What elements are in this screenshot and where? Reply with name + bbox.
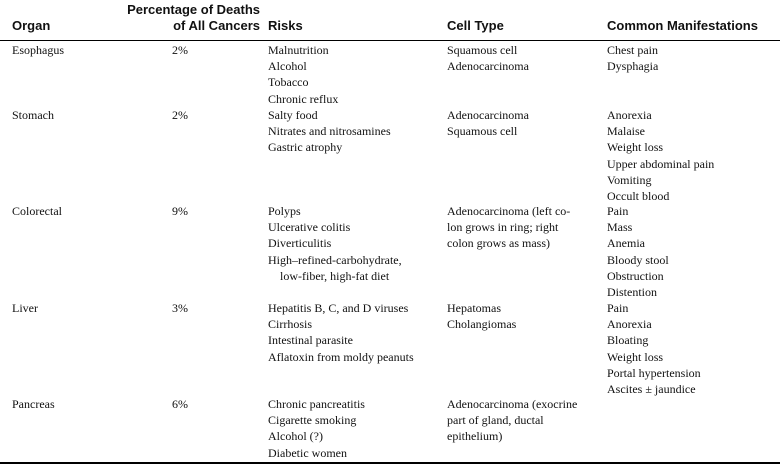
cell-line: Squamous cell xyxy=(447,43,518,57)
cell-line: Ascites ± jaundice xyxy=(607,382,696,397)
cell-line: Nitrates and nitrosamines xyxy=(268,124,391,139)
header-percentage-line1: Percentage of Deaths xyxy=(127,2,260,17)
cell-line: High–refined-carbohydrate, xyxy=(268,252,402,267)
header-percentage xyxy=(100,2,260,34)
cell-line: Diverticulitis xyxy=(268,236,332,251)
cell-line: Pain xyxy=(607,204,629,218)
header-manifestations: Common Manifestations xyxy=(607,18,758,33)
risks-cell xyxy=(268,107,443,156)
cell-line: Pain xyxy=(607,301,629,315)
cell-line: Cirrhosis xyxy=(268,317,313,332)
cell-line: Obstruction xyxy=(607,268,664,283)
cell-line: Adenocarcinoma xyxy=(447,108,529,122)
cell-line: epithelium) xyxy=(447,429,503,444)
cell-line: Mass xyxy=(607,220,633,235)
cell-type-cell xyxy=(447,396,597,445)
cell-line: Salty food xyxy=(268,108,318,122)
percentage-cell: 9% xyxy=(172,204,188,218)
cell-line: Chronic pancreatitis xyxy=(268,397,365,411)
cell-line: Portal hypertension xyxy=(607,365,701,380)
percentage-cell: 2% xyxy=(172,108,188,122)
cell-line: Upper abdominal pain xyxy=(607,156,715,171)
header-cell-type: Cell Type xyxy=(447,18,504,33)
manifestations-cell xyxy=(607,300,777,397)
risks-cell xyxy=(268,300,443,365)
table-bottom-rule xyxy=(0,462,780,464)
cell-line: part of gland, ductal xyxy=(447,413,544,428)
cell-line: Ulcerative colitis xyxy=(268,220,351,235)
cell-line: colon grows as mass) xyxy=(447,236,550,251)
cell-line: Intestinal parasite xyxy=(268,333,353,348)
cell-line: Aflatoxin from moldy peanuts xyxy=(268,349,414,364)
cell-line: Squamous cell xyxy=(447,124,518,139)
cell-line: Chest pain xyxy=(607,43,658,57)
cell-line: Distention xyxy=(607,285,657,300)
manifestations-cell xyxy=(607,203,777,300)
cell-type-cell xyxy=(447,107,597,139)
cell-line: Weight loss xyxy=(607,349,664,364)
cell-line: Malnutrition xyxy=(268,43,329,57)
percentage-cell: 6% xyxy=(172,397,188,411)
cell-line: low-fiber, high-fat diet xyxy=(280,268,390,283)
cell-line: Vomiting xyxy=(607,172,652,187)
manifestations-cell xyxy=(607,107,777,204)
manifestations-cell xyxy=(607,42,777,74)
cell-line: Gastric atrophy xyxy=(268,140,343,155)
cell-line: Malaise xyxy=(607,124,645,139)
cell-line: Occult blood xyxy=(607,189,670,204)
cell-line: Dysphagia xyxy=(607,59,659,74)
percentage-cell: 2% xyxy=(172,43,188,57)
cell-line: Hepatomas xyxy=(447,301,501,315)
cell-line: lon grows in ring; right xyxy=(447,220,559,235)
table-header xyxy=(0,0,780,41)
cell-line: Cigarette smoking xyxy=(268,413,357,428)
risks-cell xyxy=(268,42,443,107)
percentage-cell: 3% xyxy=(172,301,188,315)
cell-line: Adenocarcinoma xyxy=(447,59,529,74)
organ-cell: Pancreas xyxy=(12,397,55,411)
cell-line: Tobacco xyxy=(268,75,309,90)
header-risks: Risks xyxy=(268,18,303,33)
cell-line: Alcohol xyxy=(268,59,307,74)
organ-cell: Esophagus xyxy=(12,43,64,57)
cell-type-cell xyxy=(447,203,597,252)
cell-line: Hepatitis B, C, and D viruses xyxy=(268,301,409,315)
cell-line: Chronic reflux xyxy=(268,91,339,106)
cell-line: Bloating xyxy=(607,333,649,348)
cell-type-cell xyxy=(447,300,597,332)
cell-line: Anorexia xyxy=(607,108,652,122)
cell-line: Polyps xyxy=(268,204,301,218)
cell-type-cell xyxy=(447,42,597,74)
cell-line: Bloody stool xyxy=(607,252,669,267)
cell-line: Weight loss xyxy=(607,140,664,155)
cell-line: Adenocarcinoma (exocrine xyxy=(447,397,578,411)
header-organ: Organ xyxy=(12,18,51,33)
organ-cell: Liver xyxy=(12,301,38,315)
cell-line: Anorexia xyxy=(607,317,652,332)
organ-cell: Stomach xyxy=(12,108,54,122)
cell-line: Adenocarcinoma (left co- xyxy=(447,204,571,218)
cell-line: Diabetic women xyxy=(268,445,347,460)
risks-cell xyxy=(268,396,443,461)
cell-line: Alcohol (?) xyxy=(268,429,323,444)
risks-cell xyxy=(268,203,443,284)
cell-line: Anemia xyxy=(607,236,645,251)
header-percentage-line2: of All Cancers xyxy=(173,18,260,33)
organ-cell: Colorectal xyxy=(12,204,62,218)
cell-line: Cholangiomas xyxy=(447,317,517,332)
